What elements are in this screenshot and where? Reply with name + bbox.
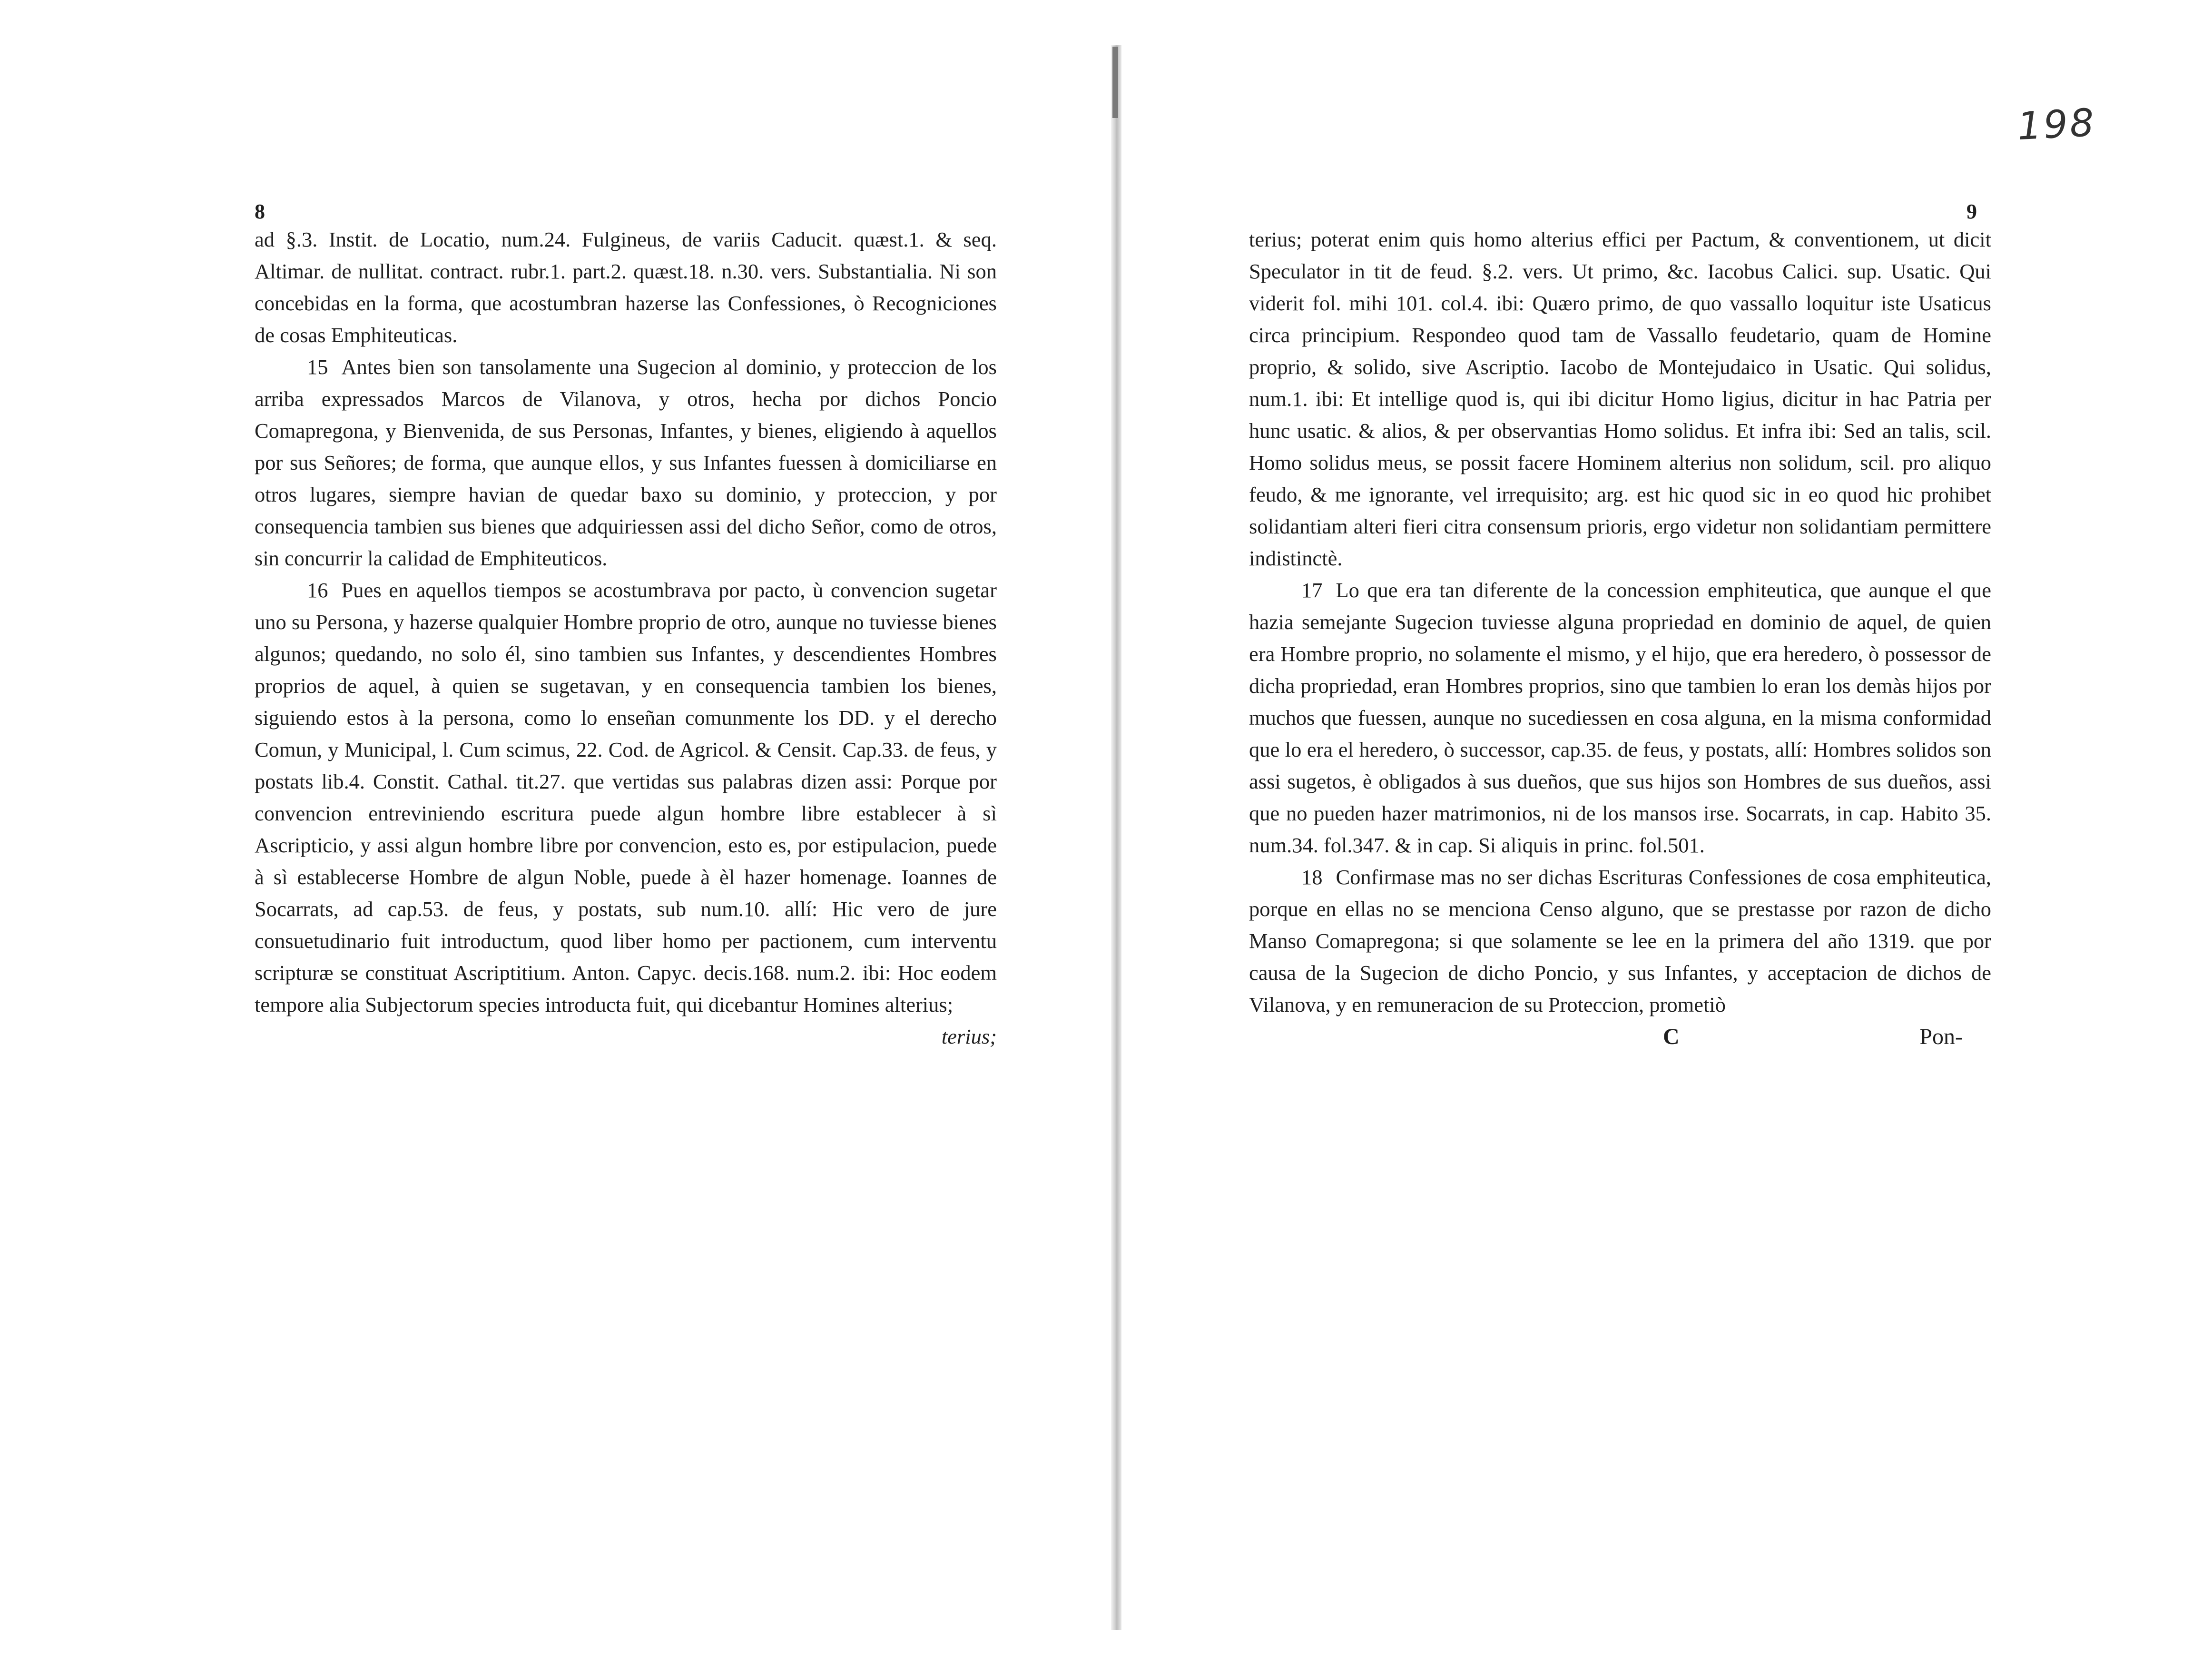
- book-gutter: [1111, 45, 1121, 1630]
- right-paragraph-continued: terius; poterat enim quis homo alterius effici per Pactum, & conventionem, ut dicit Speculator in tit de feud. §.2. vers. Ut primo, &c. Iacobus Calici. sup. Usatic. Qui viderit fol. mihi 101. col.4. ibi: Quæro primo, de quo vassallo loquitur iste Usaticus circa principium. Respondeo quod tam de Vassallo feudetario, quam de Homine proprio, & solido, sive Ascriptio. Iacobo de Montejudaico in Usatic. Qui solidus, num.1. ibi: Et intellige quod is, qui ibi dicitur Homo ligius, dicitur in hac Patria per hunc usatic. & alios, & per observantias Homo solidus. Et infra ibi: Sed an talis, scil. Homo solidus meus, se possit facere Hominem alterius non solidum, scil. pro aliquo feudo, & me ignorante, vel irrequisito; arg. est hic quod sic in eo quod hic prohibet solidantiam alteri fieri citra consensum prioris, ergo videtur non solidantiam permittere indistinctè.: [1249, 227, 1991, 570]
- paragraph-text: Confirmase mas no ser dichas Escrituras Confessiones de cosa emphiteutica, porque en ellas no se menciona Censo alguno, que se prestasse por razon de dicho Manso Comapregona; si que solamente se lee en la primera del año 1319. que por causa de la Sugecion de dicho Poncio, y sus Infantes, y acceptacion de dichos de Vilanova, y en remuneracion de su Proteccion, prometiò: [1249, 865, 1991, 1016]
- right-paragraph-18: [1249, 861, 1991, 1021]
- paragraph-text: Pues en aquellos tiempos se acostumbrava por pacto, ù convencion sugetar uno su Persona, y hazerse qualquier Hombre proprio de otro, aunque no tuviesse bienes algunos; quedando, no solo él, sino tambien sus Infantes, y descendientes Hombres proprios de aquel, à quien se sugetavan, y en consequencia tambien los bienes, siguiendo estos à la persona, como lo enseñan comunmente los DD. y el derecho Comun, y Municipal, l. Cum scimus, 22. Cod. de Agricol. & Censit. Cap.33. de feus, y postats lib.4. Constit. Cathal. tit.27. que vertidas sus palabras dizen assi: Porque por convencion entreviniendo escritura puede algun hombre libre establecer à sì Ascripticio, y assi algun hombre libre por convencion, esto es, por estipulacion, puede à sì establecerse Hombre de algun Noble, puede à èl hazer homenage. Ioannes de Socarrats, ad cap.53. de feus, y postats, sub num.10. allí: Hic vero de jure consuetudinario fuit introductum, quod liber homo per pactionem, cum interventu scripturæ se constituat Ascriptitium. Anton. Capyc. decis.168. num.2. ibi: Hoc eodem tempore alia Subjectorum species introducta fuit, qui dicebantur Homines alterius;: [255, 578, 997, 1016]
- handwritten-folio-number: 198: [2016, 100, 2097, 149]
- paragraph-text: Lo que era tan diferente de la concession emphiteutica, que aunque el que hazia semejante Sugecion tuviesse alguna propriedad en dominio de aquel, de quien era Hombre proprio, no solamente el mismo, y el hijo, que era heredero, ò possessor de dicha propriedad, eran Hombres proprios, sino que tambien lo eran los demàs hijos por muchos que fuessen, aunque no sucediessen en cosa alguna, en la misma conformidad que lo era el heredero, ò successor, cap.35. de feus, y postats, allí: Hombres solidos son assi sugetos, è obligados à sus dueños, que sus hijos son Hombres de sus dueños, assi que no pueden hazer matrimonios, ni de los mansos irse. Socarrats, in cap. Habito 35. num.34. fol.347. & in cap. Si aliquis in princ. fol.501.: [1249, 578, 1991, 857]
- left-page-number: 8: [255, 200, 265, 223]
- paragraph-number: 17: [1301, 578, 1323, 602]
- paragraph-number: 16: [307, 578, 328, 602]
- gutter-shadow: [1112, 47, 1118, 118]
- paragraph-text: Antes bien son tansolamente una Sugecion al dominio, y proteccion de los arriba expressados Marcos de Vilanova, y otros, hecha por dichos Poncio Comapregona, y Bienvenida, de sus Personas, Infantes, y bienes, eligiendo à aquellos por sus Señores; de forma, que aunque ellos, y sus Infantes fuessen à domiciliarse en otros lugares, siempre havian de quedar baxo su dominio, y proteccion, y por consequencia tambien sus bienes que adquiriessen assi del dicho Señor, como de otros, sin concurrir la calidad de Emphiteuticos.: [255, 355, 997, 570]
- left-paragraph-continued: ad §.3. Instit. de Locatio, num.24. Fulgineus, de variis Caducit. quæst.1. & seq. Altimar. de nullitat. contract. rubr.1. part.2. quæst.18. n.30. vers. Substantialia. Ni son concebidas en la forma, que acostumbran hazerse las Confessiones, ò Recogniciones de cosas Emphiteuticas.: [255, 227, 997, 347]
- right-page-footer: [1249, 1021, 1991, 1053]
- paragraph-number: 18: [1301, 865, 1323, 889]
- right-catchword: Pon-: [1919, 1024, 1963, 1049]
- signature-mark: C: [1663, 1024, 1680, 1049]
- left-paragraph-15: [255, 351, 997, 574]
- right-page: [1249, 200, 1991, 1053]
- paragraph-number: 15: [307, 355, 328, 379]
- right-paragraph-17: [1249, 574, 1991, 861]
- left-page: [255, 200, 997, 1053]
- left-catchword: terius;: [941, 1025, 997, 1048]
- right-page-number: 9: [1966, 200, 1977, 223]
- left-paragraph-16: [255, 574, 997, 1021]
